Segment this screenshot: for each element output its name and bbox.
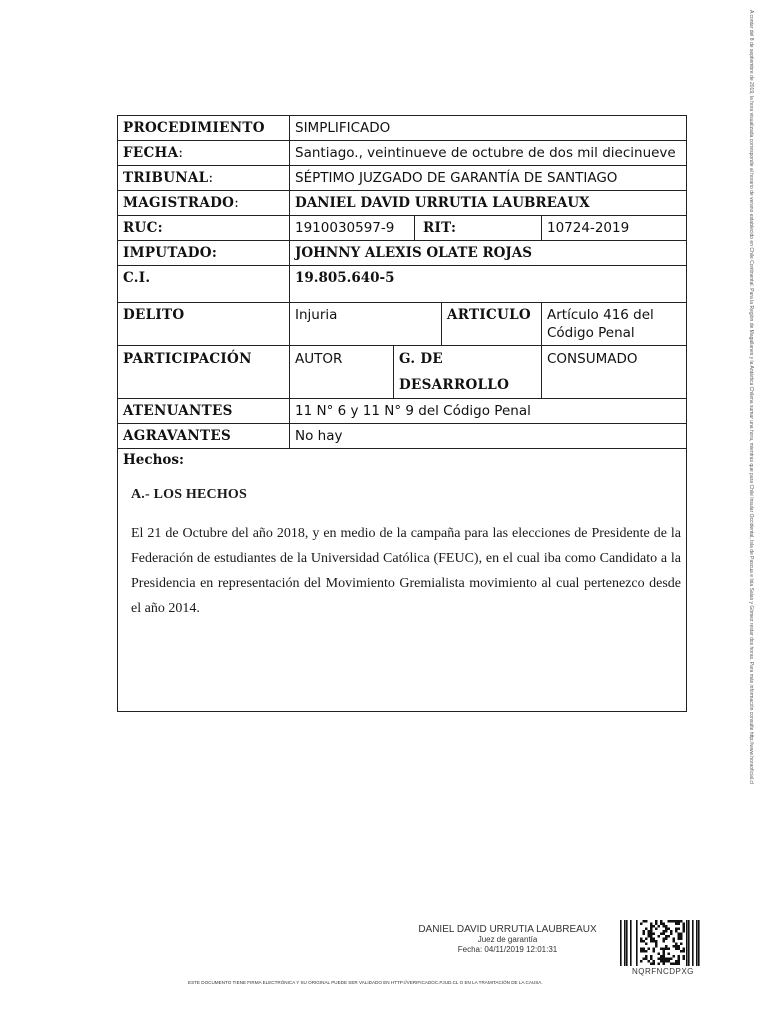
imputado-label: IMPUTADO: — [118, 241, 290, 266]
hechos-heading: A.- LOS HECHOS — [131, 487, 247, 502]
ci-label: C.I. — [118, 266, 290, 303]
grado-value: CONSUMADO — [542, 346, 687, 399]
barcode-code: NQRFNCDPXG — [632, 967, 694, 976]
hechos-label: Hechos: — [123, 452, 184, 468]
row-agravantes — [118, 424, 687, 449]
participacion-label: PARTICIPACIÓN — [118, 346, 290, 399]
tribunal-label: TRIBUNAL: — [118, 166, 290, 191]
fecha-value: Santiago., veintinueve de octubre de dos mil diecinueve — [290, 141, 687, 166]
atenuantes-label: ATENUANTES — [118, 399, 290, 424]
agravantes-label: AGRAVANTES — [118, 424, 290, 449]
procedimiento-label: PROCEDIMIENTO — [118, 116, 290, 141]
procedimiento-value: SIMPLIFICADO — [290, 116, 687, 141]
signer-name: DANIEL DAVID URRUTIA LAUBREAUX — [418, 924, 597, 935]
row-fecha — [118, 141, 687, 166]
timezone-note: A contar del 8 de septiembre de 2019, la hora visualizada corresponde al horario de verano establecido en Chile Continental. Para la Región de Magallanes y la Antártica Chilena sumar una hora, mientras que para Chile Insular Occidental, Isla de Pascua e Isla Salas y Gómez restar dos horas. Para más información consulte http://www.horaoficial.cl — [748, 10, 754, 785]
magistrado-value: DANIEL DAVID URRUTIA LAUBREAUX — [290, 191, 687, 216]
row-hechos — [118, 449, 687, 712]
row-imputado — [118, 241, 687, 266]
articulo-label: ARTICULO — [442, 303, 542, 346]
signature-date: Fecha: 04/11/2019 12:01:31 — [457, 945, 558, 954]
row-ruc — [118, 216, 687, 241]
magistrado-label: MAGISTRADO: — [118, 191, 290, 216]
row-participacion — [118, 346, 687, 399]
rit-value: 10724-2019 — [542, 216, 687, 241]
row-tribunal — [118, 166, 687, 191]
signature-block — [400, 924, 615, 955]
rit-label: RIT: — [415, 216, 542, 241]
row-delito — [118, 303, 687, 346]
atenuantes-value: 11 N° 6 y 11 N° 9 del Código Penal — [290, 399, 687, 424]
ruc-value: 1910030597-9 — [290, 216, 415, 241]
hechos-paragraph: El 21 de Octubre del año 2018, y en medio de la campaña para las elecciones de Presidente de la Federación de estudiantes de la Universidad Católica (FEUC), en el cual iba como Candidato a la Presidencia en representación del Movimiento Gremialista movimiento al cual pertenezco desde el año 2014. — [131, 526, 682, 616]
ruc-label: RUC: — [118, 216, 290, 241]
validation-footer: ESTE DOCUMENTO TIENE FIRMA ELECTRÓNICA Y SU ORIGINAL PUEDE SER VALIDADO EN HTTP://VERIFICADOC.PJUD.CL O EN LA TRAMITACIÓN DE LA CAUSA. — [188, 980, 543, 985]
participacion-value: AUTOR — [290, 346, 394, 399]
fecha-label: FECHA: — [118, 141, 290, 166]
imputado-value: JOHNNY ALEXIS OLATE ROJAS — [290, 241, 687, 266]
delito-label: DELITO — [118, 303, 290, 346]
row-procedimiento — [118, 116, 687, 141]
case-form-table — [117, 115, 687, 712]
ci-value: 19.805.640-5 — [290, 266, 687, 303]
agravantes-value: No hay — [290, 424, 687, 449]
tribunal-value: SÉPTIMO JUZGADO DE GARANTÍA DE SANTIAGO — [290, 166, 687, 191]
row-magistrado — [118, 191, 687, 216]
scanned-excerpt — [123, 483, 681, 621]
signer-role: Juez de garantía — [477, 935, 538, 944]
barcode-graphic — [620, 920, 700, 966]
articulo-value: Artículo 416 del Código Penal — [542, 303, 687, 346]
row-atenuantes — [118, 399, 687, 424]
hechos-cell — [118, 449, 687, 712]
delito-value: Injuria — [290, 303, 442, 346]
grado-label: G. DE DESARROLLO — [394, 346, 542, 399]
row-ci — [118, 266, 687, 303]
